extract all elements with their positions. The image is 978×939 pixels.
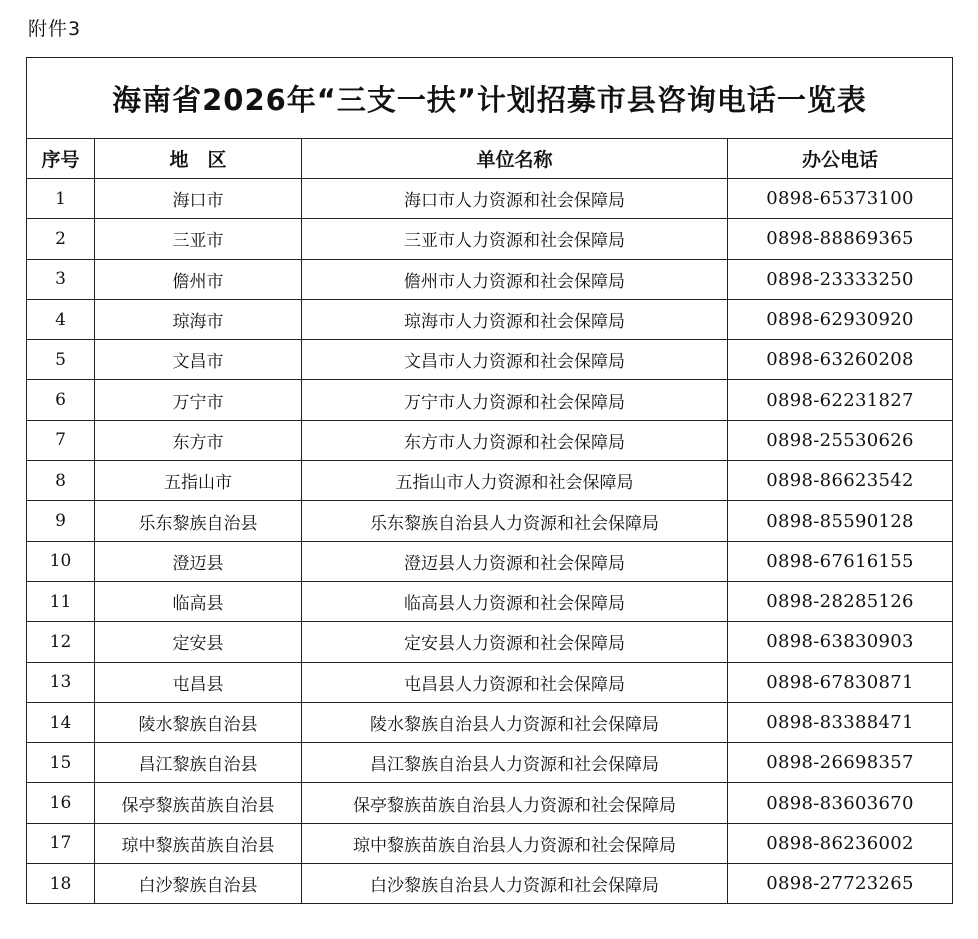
- region-name: 屯昌县: [95, 662, 302, 702]
- table-row: [27, 179, 953, 219]
- table-row: [27, 622, 953, 662]
- unit-name: 儋州市人力资源和社会保障局: [302, 259, 728, 299]
- unit-name: 屯昌县人力资源和社会保障局: [302, 662, 728, 702]
- office-phone: 0898-27723265: [728, 864, 953, 904]
- table-row: [27, 823, 953, 863]
- office-phone: 0898-67830871: [728, 662, 953, 702]
- region-name: 琼中黎族苗族自治县: [95, 823, 302, 863]
- row-number: 14: [27, 702, 95, 742]
- row-number: 16: [27, 783, 95, 823]
- region-name: 东方市: [95, 420, 302, 460]
- region-name: 昌江黎族自治县: [95, 743, 302, 783]
- region-name: 儋州市: [95, 259, 302, 299]
- region-name: 三亚市: [95, 219, 302, 259]
- row-number: 15: [27, 743, 95, 783]
- office-phone: 0898-62930920: [728, 299, 953, 339]
- row-number: 3: [27, 259, 95, 299]
- region-name: 陵水黎族自治县: [95, 702, 302, 742]
- region-name: 文昌市: [95, 340, 302, 380]
- unit-name: 澄迈县人力资源和社会保障局: [302, 541, 728, 581]
- row-number: 1: [27, 179, 95, 219]
- unit-name: 五指山市人力资源和社会保障局: [302, 461, 728, 501]
- table-body: [27, 179, 953, 904]
- office-phone: 0898-65373100: [728, 179, 953, 219]
- unit-name: 琼海市人力资源和社会保障局: [302, 299, 728, 339]
- region-name: 琼海市: [95, 299, 302, 339]
- unit-name: 保亭黎族苗族自治县人力资源和社会保障局: [302, 783, 728, 823]
- office-phone: 0898-83388471: [728, 702, 953, 742]
- office-phone: 0898-26698357: [728, 743, 953, 783]
- office-phone: 0898-85590128: [728, 501, 953, 541]
- contact-table: [26, 57, 953, 904]
- table-row: [27, 864, 953, 904]
- unit-name: 定安县人力资源和社会保障局: [302, 622, 728, 662]
- region-name: 万宁市: [95, 380, 302, 420]
- table-row: [27, 380, 953, 420]
- table-row: [27, 259, 953, 299]
- region-name: 白沙黎族自治县: [95, 864, 302, 904]
- office-phone: 0898-28285126: [728, 581, 953, 621]
- unit-name: 海口市人力资源和社会保障局: [302, 179, 728, 219]
- table-row: [27, 219, 953, 259]
- unit-name: 陵水黎族自治县人力资源和社会保障局: [302, 702, 728, 742]
- contact-table-container: [26, 57, 952, 904]
- row-number: 13: [27, 662, 95, 702]
- office-phone: 0898-25530626: [728, 420, 953, 460]
- row-number: 11: [27, 581, 95, 621]
- region-name: 乐东黎族自治县: [95, 501, 302, 541]
- table-row: [27, 743, 953, 783]
- unit-name: 东方市人力资源和社会保障局: [302, 420, 728, 460]
- office-phone: 0898-88869365: [728, 219, 953, 259]
- office-phone: 0898-67616155: [728, 541, 953, 581]
- row-number: 2: [27, 219, 95, 259]
- region-name: 临高县: [95, 581, 302, 621]
- row-number: 18: [27, 864, 95, 904]
- row-number: 5: [27, 340, 95, 380]
- table-row: [27, 501, 953, 541]
- office-phone: 0898-86623542: [728, 461, 953, 501]
- header-row: [27, 139, 953, 179]
- unit-name: 琼中黎族苗族自治县人力资源和社会保障局: [302, 823, 728, 863]
- row-number: 4: [27, 299, 95, 339]
- unit-name: 昌江黎族自治县人力资源和社会保障局: [302, 743, 728, 783]
- unit-name: 白沙黎族自治县人力资源和社会保障局: [302, 864, 728, 904]
- unit-name: 三亚市人力资源和社会保障局: [302, 219, 728, 259]
- region-name: 澄迈县: [95, 541, 302, 581]
- header-region: 地 区: [95, 139, 302, 179]
- region-name: 保亭黎族苗族自治县: [95, 783, 302, 823]
- table-row: [27, 299, 953, 339]
- unit-name: 万宁市人力资源和社会保障局: [302, 380, 728, 420]
- unit-name: 文昌市人力资源和社会保障局: [302, 340, 728, 380]
- office-phone: 0898-86236002: [728, 823, 953, 863]
- region-name: 定安县: [95, 622, 302, 662]
- row-number: 12: [27, 622, 95, 662]
- office-phone: 0898-63830903: [728, 622, 953, 662]
- office-phone: 0898-23333250: [728, 259, 953, 299]
- row-number: 10: [27, 541, 95, 581]
- table-title: 海南省2026年“三支一扶”计划招募市县咨询电话一览表: [27, 58, 953, 139]
- row-number: 6: [27, 380, 95, 420]
- row-number: 7: [27, 420, 95, 460]
- table-row: [27, 702, 953, 742]
- row-number: 9: [27, 501, 95, 541]
- region-name: 海口市: [95, 179, 302, 219]
- table-row: [27, 541, 953, 581]
- table-row: [27, 581, 953, 621]
- row-number: 17: [27, 823, 95, 863]
- header-unit: 单位名称: [302, 139, 728, 179]
- unit-name: 临高县人力资源和社会保障局: [302, 581, 728, 621]
- table-row: [27, 461, 953, 501]
- office-phone: 0898-63260208: [728, 340, 953, 380]
- unit-name: 乐东黎族自治县人力资源和社会保障局: [302, 501, 728, 541]
- table-row: [27, 340, 953, 380]
- office-phone: 0898-83603670: [728, 783, 953, 823]
- table-row: [27, 662, 953, 702]
- office-phone: 0898-62231827: [728, 380, 953, 420]
- row-number: 8: [27, 461, 95, 501]
- region-name: 五指山市: [95, 461, 302, 501]
- table-row: [27, 783, 953, 823]
- attachment-label: 附件3: [28, 18, 82, 40]
- table-row: [27, 420, 953, 460]
- header-no: 序号: [27, 139, 95, 179]
- header-phone: 办公电话: [728, 139, 953, 179]
